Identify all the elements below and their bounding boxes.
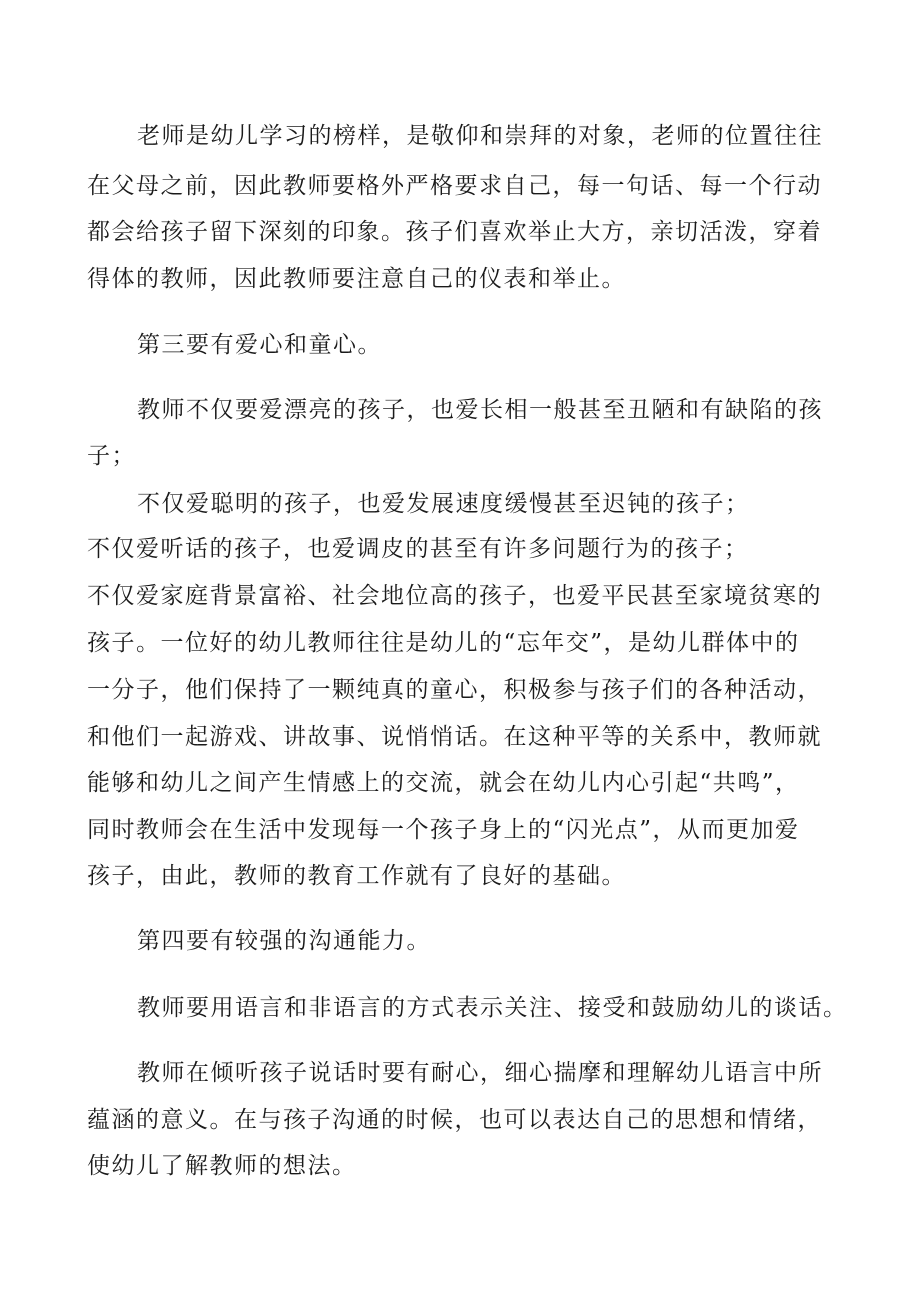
text-line: 在父母之前，因此教师要格外严格要求自己，每一句话、每一个行动 (87, 173, 822, 199)
section-heading: 第三要有爱心和童心。 (137, 332, 382, 358)
text-line: 孩子。一位好的幼儿教师往往是幼儿的“忘年交”，是幼儿群体中的 (87, 630, 800, 656)
text-line: 教师要用语言和非语言的方式表示关注、接受和鼓励幼儿的谈话。 (137, 995, 848, 1021)
text-line: 不仅爱家庭背景富裕、社会地位高的孩子，也爱平民甚至家境贫寒的 (87, 583, 822, 609)
text-line: 使幼儿了解教师的想法。 (87, 1153, 357, 1179)
text-line: 一分子，他们保持了一颗纯真的童心，积极参与孩子们的各种活动， (87, 677, 822, 703)
text-line: 孩子，由此，教师的教育工作就有了良好的基础。 (87, 863, 626, 889)
text-line: 子； (87, 443, 136, 469)
text-line: 能够和幼儿之间产生情感上的交流，就会在幼儿内心引起“共鸣”， (87, 770, 800, 796)
text-line: 和他们一起游戏、讲故事、说悄悄话。在这种平等的关系中，教师就 (87, 724, 822, 750)
text-line: 老师是幼儿学习的榜样，是敬仰和崇拜的对象，老师的位置往往 (137, 123, 823, 149)
text-line: 不仅爱聪明的孩子，也爱发展速度缓慢甚至迟钝的孩子； (137, 491, 750, 517)
text-line: 教师不仅要爱漂亮的孩子，也爱长相一般甚至丑陋和有缺陷的孩 (137, 397, 823, 423)
text-line: 都会给孩子留下深刻的印象。孩子们喜欢举止大方，亲切活泼，穿着 (87, 219, 822, 245)
text-line: 得体的教师，因此教师要注意自己的仪表和举止。 (87, 266, 626, 292)
text-line: 教师在倾听孩子说话时要有耐心，细心揣摩和理解幼儿语言中所 (137, 1060, 823, 1086)
text-line: 不仅爱听话的孩子，也爱调皮的甚至有许多问题行为的孩子； (87, 536, 749, 562)
text-line: 同时教师会在生活中发现每一个孩子身上的“闪光点”，从而更加爱 (87, 817, 800, 843)
section-heading: 第四要有较强的沟通能力。 (137, 928, 431, 954)
text-line: 蕴涵的意义。在与孩子沟通的时候，也可以表达自己的思想和情绪， (87, 1107, 822, 1133)
